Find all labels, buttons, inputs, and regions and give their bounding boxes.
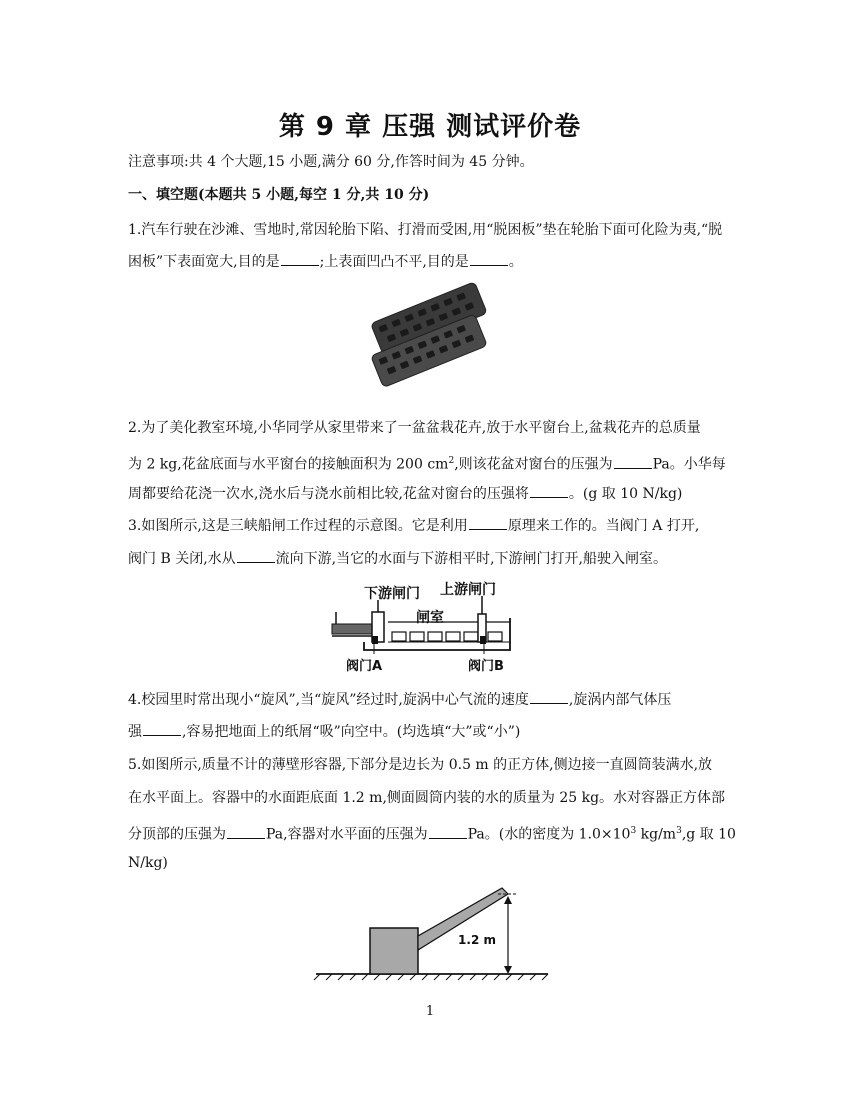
q3-line1: 3.如图所示,这是三峡船闸工作过程的示意图。它是利用 原理来工作的。当阀门 A 打开, xyxy=(128,518,700,534)
q5-line3: 分顶部的压强为 Pa,容器对水平面的压强为 Pa。(水的密度为 $1.0\times 10^3$ $kg/m^3,g$ 取 10 xyxy=(128,826,736,843)
container-figure xyxy=(312,880,552,984)
q3-line2: 阀门 B 关闭,水从 流向下游,当它的水面与下游相平时,下游闸门打开,船驶入闸室。 xyxy=(128,551,667,567)
answer-blank xyxy=(614,456,652,469)
q4-line2: 强 ,容易把地面上的纸屑“吸”向空中。(均选填“大”或“小”) xyxy=(128,724,521,740)
answer-blank xyxy=(469,517,507,530)
q1-line1: 1.汽车行驶在沙滩、雪地时,常因轮胎下陷、打滑而受困,用“脱困板”垫在轮胎下面可化险为夷,“脱 xyxy=(128,222,723,238)
q5-line2: 在水平面上。容器中的水面距底面 1.2 m,侧面圆筒内装的水的质量为 25 kg。水对容器正方体部 xyxy=(128,790,726,806)
notice: 注意事项:共 4 个大题,15 小题,满分 60 分,作答时间为 45 分钟。 xyxy=(128,154,534,170)
ship-lock-figure xyxy=(328,578,518,678)
valve-a-label: 阀门A xyxy=(346,659,383,674)
upstream-gate-label: 上游闸门 xyxy=(440,582,496,598)
valve-b-label: 阀门B xyxy=(468,659,504,674)
answer-blank xyxy=(281,253,319,266)
chamber-label: 闸室 xyxy=(416,610,444,626)
answer-blank xyxy=(530,485,568,498)
answer-blank xyxy=(530,691,568,704)
answer-blank xyxy=(227,826,265,839)
q4-line1: 4.校园里时常出现小“旋风”,当“旋风”经过时,旋涡中心气流的速度 ,旋涡内部气体压 xyxy=(128,692,672,708)
page-number: 1 xyxy=(425,1004,435,1019)
q5-line4: N/kg) xyxy=(128,855,168,871)
page-title: 第 9 章 压强 测试评价卷 xyxy=(278,112,582,142)
answer-blank xyxy=(143,723,181,736)
answer-blank xyxy=(470,253,508,266)
q5-line1: 5.如图所示,质量不计的薄壁形容器,下部分是边长为 0.5 m 的正方体,侧边接一直圆筒装满水,放 xyxy=(128,757,713,773)
q2-line3: 周都要给花浇一次水,浇水后与浇水前相比较,花盆对窗台的压强将 。(g 取 10 N/kg) xyxy=(128,486,683,502)
q2-line1: 2.为了美化教室环境,小华同学从家里带来了一盆盆栽花卉,放于水平窗台上,盆栽花卉的总质量 xyxy=(128,420,701,436)
q1-line2: 困板”下表面宽大,目的是 ;上表面凹凸不平,目的是 。 xyxy=(128,254,523,270)
height-label: 1.2 m xyxy=(458,933,496,947)
downstream-gate-label: 下游闸门 xyxy=(364,586,420,602)
traction-boards-figure xyxy=(362,282,500,392)
answer-blank xyxy=(237,550,275,563)
section-heading: 一、填空题(本题共 5 小题,每空 1 分,共 10 分) xyxy=(128,187,430,203)
q2-line2: 为 2 kg,花盆底面与水平窗台的接触面积为 200 $cm^2$,则该花盆对窗台的压强为 Pa。小华每 xyxy=(128,456,726,473)
answer-blank xyxy=(429,826,467,839)
